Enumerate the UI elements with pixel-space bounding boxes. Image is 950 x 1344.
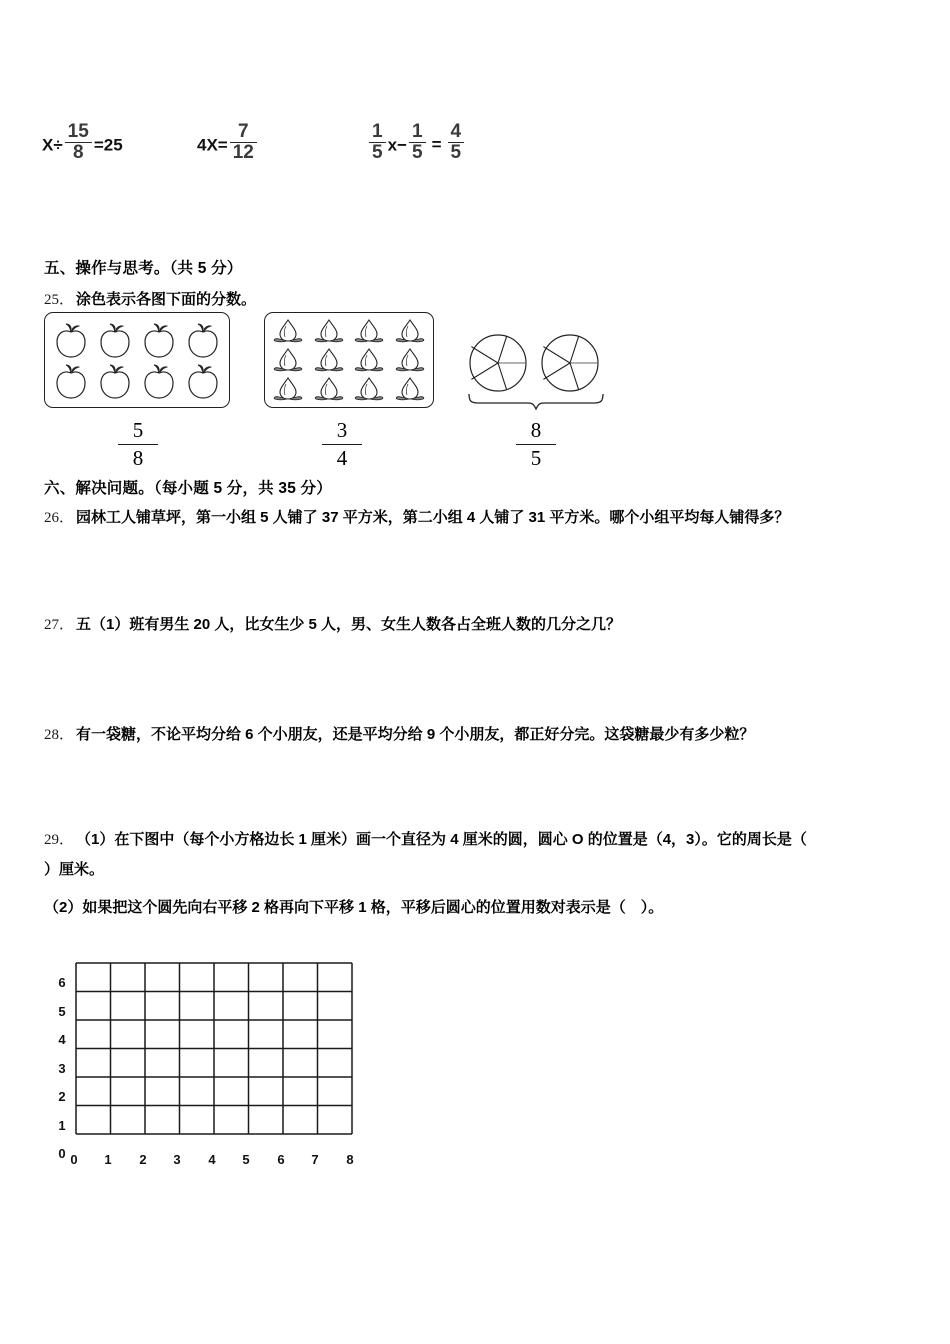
equation-1-suffix: =25 — [93, 135, 123, 155]
y-axis-label-2: 2 — [58, 1089, 66, 1104]
apples-fraction-numerator: 5 — [118, 418, 158, 445]
diagram-peaches-grid — [265, 313, 433, 407]
question-28-number: 28． — [44, 727, 75, 743]
equation-2-numerator: 7 — [230, 122, 257, 143]
apple-icon — [97, 321, 133, 359]
equation-3-rhs-numerator: 4 — [448, 122, 465, 143]
diagram-circles-brace — [466, 392, 606, 417]
apple-icon — [97, 362, 133, 400]
peach-cell — [349, 316, 390, 345]
peach-cell — [309, 316, 350, 345]
equation-3-coefficient-numerator: 1 — [369, 122, 386, 143]
equation-3-rhs-denominator: 5 — [450, 141, 462, 163]
diagram-peaches-fraction — [322, 418, 362, 471]
apple-cell — [181, 360, 225, 401]
apple-cell — [181, 319, 225, 360]
diagram-apples-box — [44, 312, 230, 408]
peach-cell — [268, 375, 309, 404]
circles-fraction-numerator: 8 — [516, 418, 556, 445]
peach-cell — [349, 345, 390, 374]
peach-cell — [268, 345, 309, 374]
peach-cell — [390, 375, 431, 404]
y-axis-label-1: 1 — [58, 1118, 66, 1133]
peach-icon — [394, 375, 426, 403]
circles-fraction-denominator: 5 — [530, 446, 542, 470]
x-axis-label-7: 7 — [311, 1152, 319, 1167]
peach-cell — [309, 345, 350, 374]
question-29-part1-line2: ）厘米。 — [44, 861, 105, 878]
peach-icon — [394, 346, 426, 374]
coordinate-grid — [52, 944, 362, 1174]
equation-1-prefix: X÷ — [42, 135, 63, 155]
apple-cell — [93, 360, 137, 401]
x-axis-label-4: 4 — [208, 1152, 216, 1167]
equation-2-denominator: 12 — [232, 141, 254, 163]
question-26-text: 园林工人铺草坪，第一小组 5 人铺了 37 平方米，第二小组 4 人铺了 31 平方米。哪个小组平均每人铺得多？ — [76, 509, 790, 526]
section-five-heading: 五、操作与思考。（共 5 分） — [44, 260, 243, 277]
question-29-part1-line1: （1）在下图中（每个小方格边长 1 厘米）画一个直径为 4 厘米的圆，圆心 O 的位置是（4，3）。它的周长是（ — [76, 831, 807, 848]
y-axis-label-3: 3 — [58, 1061, 66, 1076]
diagram-apples-grid — [45, 313, 229, 407]
equation-1-denominator: 8 — [72, 141, 84, 163]
peach-cell — [390, 316, 431, 345]
peach-icon — [313, 346, 345, 374]
question-25-text: 涂色表示各图下面的分数。 — [76, 291, 257, 308]
equation-3-term2-denominator: 5 — [411, 141, 423, 163]
peach-icon — [313, 375, 345, 403]
equation-row — [42, 100, 912, 163]
coordinate-grid-svg — [52, 944, 362, 1169]
equation-1-numerator: 15 — [65, 122, 92, 143]
apple-cell — [93, 319, 137, 360]
peach-cell — [390, 345, 431, 374]
question-29-number: 29． — [44, 832, 75, 848]
peach-icon — [394, 317, 426, 345]
x-axis-label-3: 3 — [173, 1152, 181, 1167]
section-six-heading: 六、解决问题。（每小题 5 分，共 35 分） — [44, 480, 332, 497]
equation-3 — [367, 122, 466, 163]
equation-3-equals: = — [431, 135, 442, 155]
apple-cell — [49, 319, 93, 360]
apple-cell — [49, 360, 93, 401]
apple-icon — [53, 362, 89, 400]
diagram-circles — [466, 332, 606, 399]
equation-2-fraction — [230, 122, 257, 163]
peach-cell — [268, 316, 309, 345]
question-27-text: 五（1）班有男生 20 人，比女生少 5 人，男、女生人数各占全班人数的几分之几？ — [76, 616, 622, 633]
x-axis-label-6: 6 — [277, 1152, 285, 1167]
x-axis-label-8: 8 — [346, 1152, 354, 1167]
peach-cell — [309, 375, 350, 404]
question-29-part2: （2）如果把这个圆先向右平移 2 格再向下平移 1 格，平移后圆心的位置用数对表示是（ ）。 — [44, 899, 664, 916]
equation-3-term2-numerator: 1 — [409, 122, 426, 143]
equation-2-prefix: 4X= — [197, 135, 228, 155]
equation-3-coefficient — [369, 122, 386, 163]
y-axis-label-0: 0 — [58, 1146, 66, 1161]
x-axis-label-1: 1 — [104, 1152, 112, 1167]
diagram-apples-fraction — [118, 418, 158, 471]
y-axis-label-6: 6 — [58, 975, 66, 990]
x-axis-label-0: 0 — [70, 1152, 78, 1167]
circle-fifths-icon — [466, 332, 606, 394]
equation-1-fraction — [65, 122, 92, 163]
peach-icon — [313, 317, 345, 345]
peaches-fraction-numerator: 3 — [322, 418, 362, 445]
equation-3-rhs — [448, 122, 465, 163]
equation-3-variable: x — [387, 135, 398, 155]
apple-icon — [185, 362, 221, 400]
question-26-number: 26． — [44, 510, 75, 526]
diagram-circles-fraction — [516, 418, 556, 471]
question-27-number: 27． — [44, 617, 75, 633]
equation-2 — [197, 122, 259, 163]
apple-icon — [53, 321, 89, 359]
peach-icon — [272, 375, 304, 403]
peach-icon — [272, 346, 304, 374]
equation-3-operator: − — [397, 135, 407, 155]
apple-cell — [137, 319, 181, 360]
y-axis-label-5: 5 — [58, 1004, 66, 1019]
apple-icon — [141, 362, 177, 400]
apples-fraction-denominator: 8 — [132, 446, 144, 470]
apple-cell — [137, 360, 181, 401]
diagram-peaches-box — [264, 312, 434, 408]
apple-icon — [141, 321, 177, 359]
peach-icon — [353, 375, 385, 403]
curly-brace-icon — [466, 392, 606, 412]
question-28-text: 有一袋糖，不论平均分给 6 个小朋友，还是平均分给 9 个小朋友，都正好分完。这袋糖最少有多少粒？ — [76, 726, 755, 743]
peach-icon — [353, 317, 385, 345]
apple-icon — [185, 321, 221, 359]
equation-3-coefficient-denominator: 5 — [372, 141, 383, 163]
peach-icon — [272, 317, 304, 345]
peaches-fraction-denominator: 4 — [336, 446, 348, 470]
equation-3-term2 — [409, 122, 426, 163]
y-axis-label-4: 4 — [58, 1032, 66, 1047]
equation-1 — [42, 122, 123, 163]
x-axis-label-2: 2 — [139, 1152, 147, 1167]
peach-icon — [353, 346, 385, 374]
peach-cell — [349, 375, 390, 404]
x-axis-label-5: 5 — [242, 1152, 250, 1167]
question-25-number: 25． — [44, 292, 75, 308]
